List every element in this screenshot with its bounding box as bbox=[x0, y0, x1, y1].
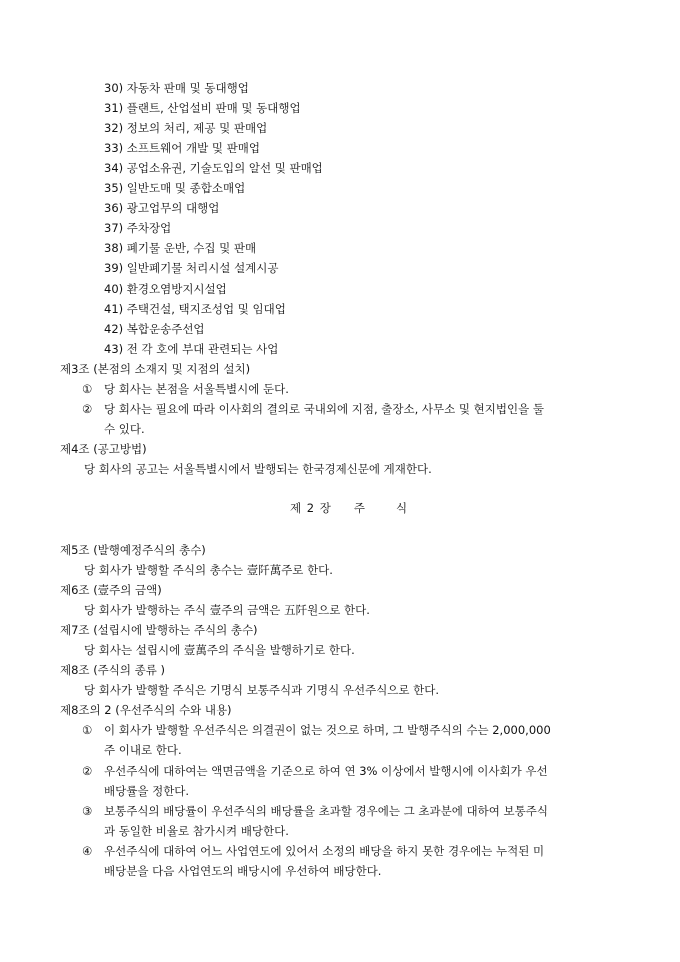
list-item: 39) 일반폐기물 처리시설 설계시공 bbox=[104, 261, 279, 275]
list-item: 36) 광고업무의 대행업 bbox=[104, 201, 220, 215]
chapter-heading bbox=[290, 500, 408, 516]
clause-continuation: 배당률을 정한다. bbox=[104, 784, 190, 798]
list-item: 40) 환경오염방지시설업 bbox=[104, 282, 227, 296]
list-item: 37) 주차장업 bbox=[104, 221, 172, 235]
article-8-heading: 제8조 (주식의 종류 ) bbox=[60, 663, 166, 677]
clause-number: ① bbox=[82, 382, 93, 396]
article-4-heading: 제4조 (공고방법) bbox=[60, 442, 147, 456]
list-item: 43) 전 각 호에 부대 관련되는 사업 bbox=[104, 342, 279, 356]
chapter-title-part: 주 bbox=[353, 501, 366, 515]
chapter-number: 제 2 장 bbox=[290, 501, 332, 515]
list-item: 42) 복합운송주선업 bbox=[104, 322, 205, 336]
clause-number: ④ bbox=[82, 844, 93, 858]
article-7-body: 당 회사는 설립시에 壹萬주의 주식을 발행하기로 한다. bbox=[84, 643, 355, 657]
clause-text: 우선주식에 대하여는 액면금액을 기준으로 하여 연 3% 이상에서 발행시에 이사회가 우선 bbox=[104, 764, 548, 778]
list-item: 34) 공업소유권, 기술도입의 알선 및 판매업 bbox=[104, 161, 323, 175]
article-8-2-clause-4 bbox=[82, 843, 544, 859]
clause-number: ③ bbox=[82, 804, 93, 818]
chapter-title-part: 식 bbox=[395, 501, 409, 515]
article-5-heading: 제5조 (발행예정주식의 총수) bbox=[60, 543, 206, 557]
clause-continuation: 주 이내로 한다. bbox=[104, 743, 182, 757]
article-8-2-clause-2 bbox=[82, 763, 548, 779]
list-item: 33) 소프트웨어 개발 및 판매업 bbox=[104, 141, 260, 155]
article-3-heading: 제3조 (본점의 소재지 및 지점의 설치) bbox=[60, 362, 251, 376]
list-item: 41) 주택건설, 택지조성업 및 임대업 bbox=[104, 302, 286, 316]
article-8-2-clause-3 bbox=[82, 803, 548, 819]
clause-text: 당 회사는 필요에 따라 이사회의 결의로 국내외에 지점, 출장소, 사무소 및 현지법인을 둘 bbox=[104, 402, 544, 416]
list-item: 30) 자동차 판매 및 동대행업 bbox=[104, 81, 249, 95]
article-6-body: 당 회사가 발행하는 주식 壹주의 금액은 五阡원으로 한다. bbox=[84, 603, 370, 617]
list-item: 32) 정보의 처리, 제공 및 판매업 bbox=[104, 121, 268, 135]
clause-number: ① bbox=[82, 723, 93, 737]
article-4-body: 당 회사의 공고는 서울특별시에서 발행되는 한국경제신문에 게재한다. bbox=[84, 462, 432, 476]
article-3-clause-1 bbox=[82, 381, 289, 397]
clause-continuation: 수 있다. bbox=[104, 422, 145, 436]
article-8-2-clause-1 bbox=[82, 722, 551, 738]
article-7-heading: 제7조 (설립시에 발행하는 주식의 총수) bbox=[60, 623, 258, 637]
clause-text: 보통주식의 배당률이 우선주식의 배당률을 초과할 경우에는 그 초과분에 대하여 보통주식 bbox=[104, 804, 548, 818]
clause-number: ② bbox=[82, 402, 93, 416]
clause-text: 당 회사는 본점을 서울특별시에 둔다. bbox=[104, 382, 289, 396]
article-3-clause-2 bbox=[82, 401, 544, 417]
clause-text: 우선주식에 대하여 어느 사업연도에 있어서 소정의 배당을 하지 못한 경우에는 누적된 미 bbox=[104, 844, 545, 858]
article-8-body: 당 회사가 발행할 주식은 기명식 보통주식과 기명식 우선주식으로 한다. bbox=[84, 683, 440, 697]
clause-continuation: 과 동일한 비율로 참가시켜 배당한다. bbox=[104, 824, 289, 838]
clause-number: ② bbox=[82, 764, 93, 778]
article-8-2-heading: 제8조의 2 (우선주식의 수와 내용) bbox=[60, 703, 232, 717]
article-5-body: 당 회사가 발행할 주식의 총수는 壹阡萬주로 한다. bbox=[84, 563, 333, 577]
clause-text: 이 회사가 발행할 우선주식은 의결권이 없는 것으로 하며, 그 발행주식의 수는 2,000,000 bbox=[104, 723, 551, 737]
list-item: 35) 일반도매 및 종합소매업 bbox=[104, 181, 246, 195]
list-item: 38) 폐기물 운반, 수집 및 판매 bbox=[104, 241, 257, 255]
article-6-heading: 제6조 (壹주의 금액) bbox=[60, 583, 162, 597]
list-item: 31) 플랜트, 산업설비 판매 및 동대행업 bbox=[104, 101, 301, 115]
clause-continuation: 배당분을 다음 사업연도의 배당시에 우선하여 배당한다. bbox=[104, 864, 382, 878]
